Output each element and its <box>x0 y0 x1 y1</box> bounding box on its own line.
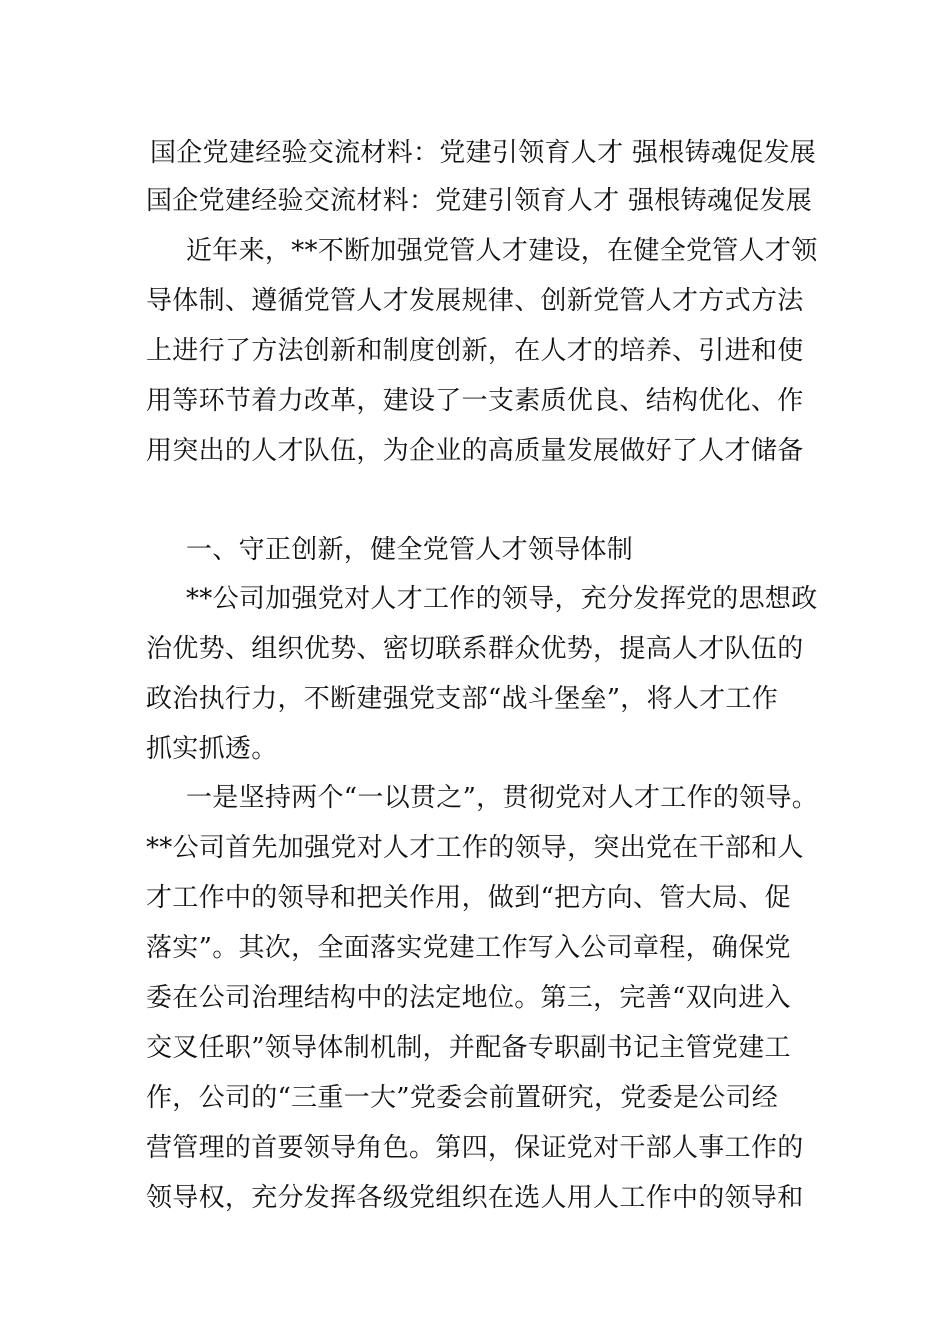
point-1-line: **公司首先加强党对人才工作的领导，突出党在干部和人 <box>146 833 804 863</box>
intro-line: 上进行了方法创新和制度创新，在人才的培养、引进和使 <box>146 336 804 366</box>
section-1-para-line: 抓实抓透。 <box>146 734 278 764</box>
document-title-line-1: 国企党建经验交流材料：党建引领育人才 强根铸魂促发展 <box>150 138 817 168</box>
point-1-line: 落实”。其次，全面落实党建工作写入公司章程，确保党 <box>146 933 791 963</box>
intro-line: 导体制、遵循党管人才发展规律、创新党管人才方式方法 <box>146 286 804 316</box>
intro-line: 用突出的人才队伍，为企业的高质量发展做好了人才储备 <box>146 436 804 466</box>
point-1-line: 交叉任职”领导体制机制，并配备专职副书记主管党建工 <box>146 1033 791 1063</box>
point-1-line: 作，公司的“三重一大”党委会前置研究，党委是公司经 <box>146 1083 779 1113</box>
intro-line: 用等环节着力改革，建设了一支素质优良、结构优化、作 <box>146 386 804 416</box>
section-1-para-line: 政治执行力，不断建强党支部“战斗堡垒”，将人才工作 <box>146 684 779 714</box>
point-1-line: 才工作中的领导和把关作用，做到“把方向、管大局、促 <box>146 883 791 913</box>
section-1-heading: 一、守正创新，健全党管人才领导体制 <box>186 535 634 565</box>
section-1-para-line: 治优势、组织优势、密切联系群众优势，提高人才队伍的 <box>146 634 804 664</box>
point-1-line: 领导权，充分发挥各级党组织在选人用人工作中的领导和 <box>146 1183 804 1213</box>
point-1-line: 营管理的首要领导角色。第四，保证党对干部人事工作的 <box>146 1133 804 1163</box>
point-1-line: 一是坚持两个“一以贯之”，贯彻党对人才工作的领导。 <box>186 783 819 813</box>
document-title-line-2: 国企党建经验交流材料：党建引领育人才 强根铸魂促发展 <box>146 186 813 216</box>
point-1-line: 委在公司治理结构中的法定地位。第三，完善“双向进入 <box>146 983 791 1013</box>
section-1-para-line: **公司加强党对人才工作的领导，充分发挥党的思想政 <box>186 584 818 614</box>
intro-line: 近年来，**不断加强党管人才建设，在健全党管人才领 <box>186 236 818 266</box>
